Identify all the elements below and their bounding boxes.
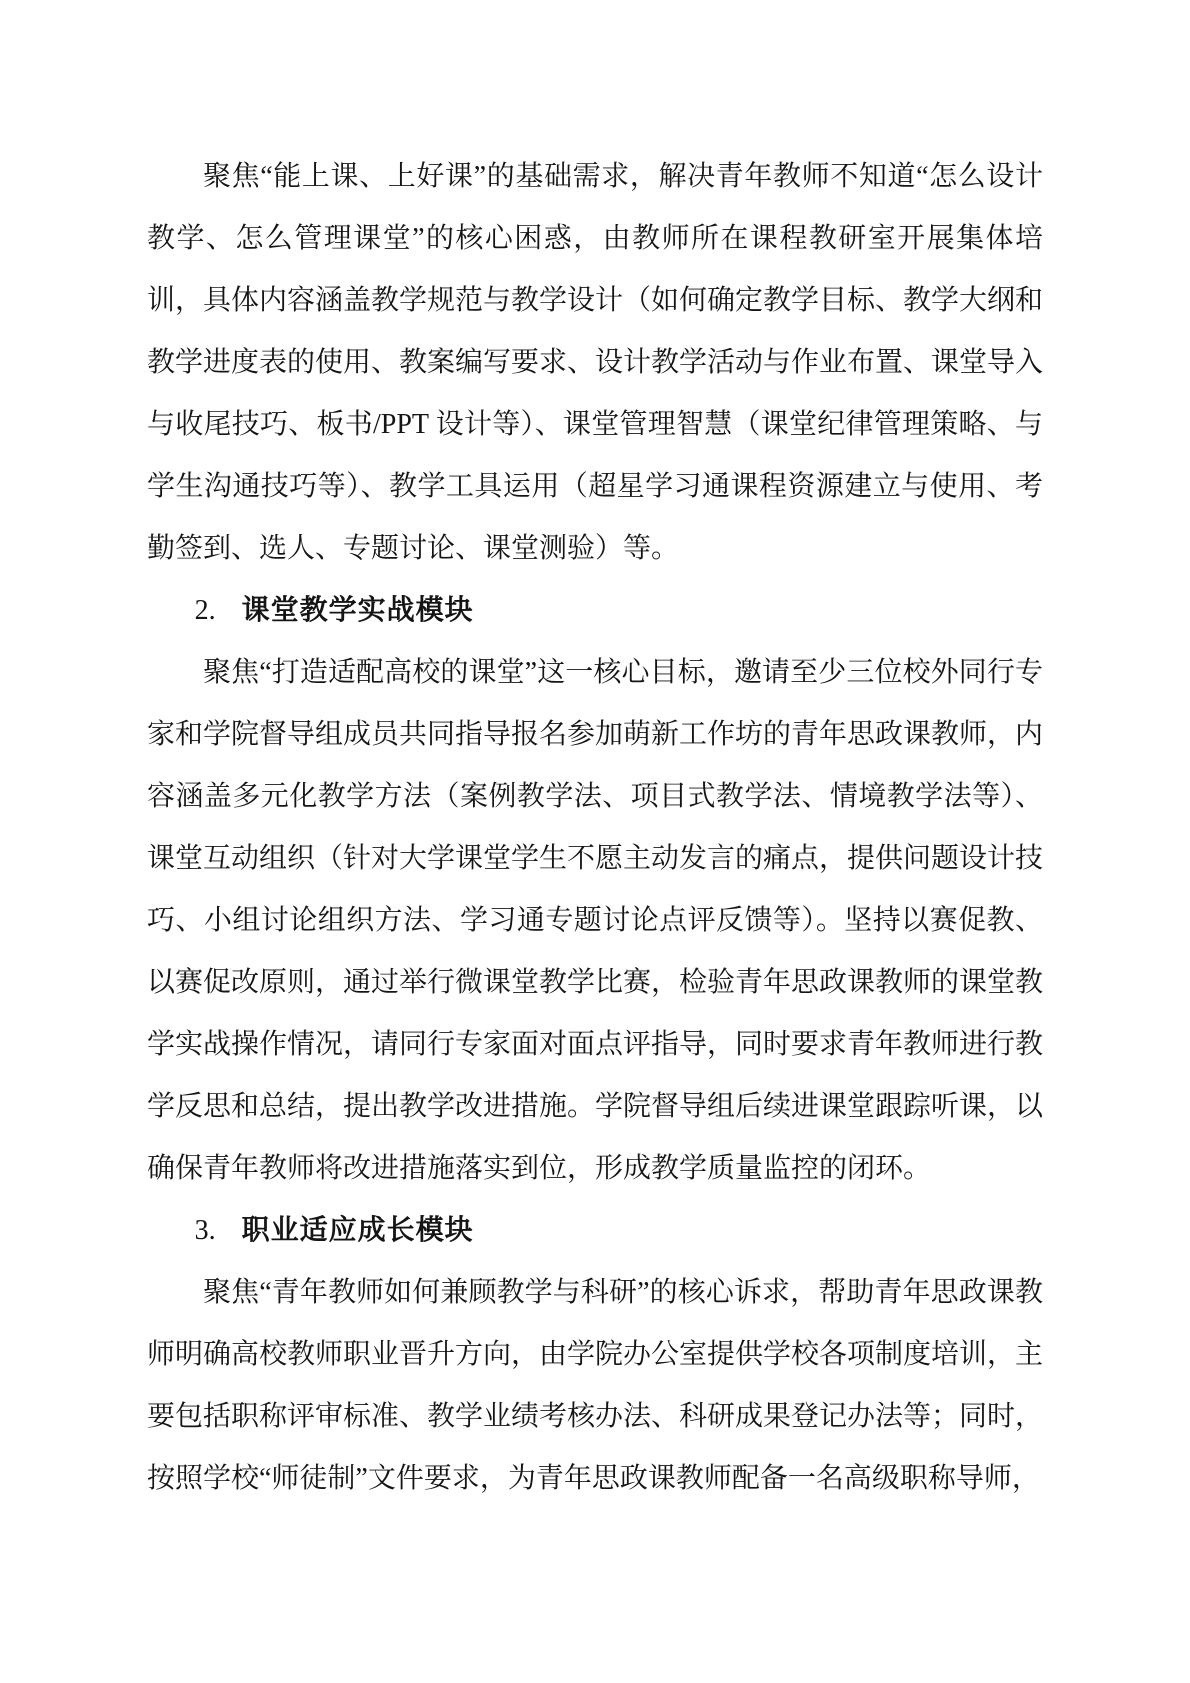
body-paragraph: 聚焦“青年教师如何兼顾教学与科研”的核心诉求，帮助青年思政课教师明确高校教师职业晋升方向，由学院办公室提供学校各项制度培训，主要包括职称评审标准、教学业绩考核办法、科研成果登记办法等；同时，按照学校“师徒制”文件要求，为青年思政课教师配备一名高级职称导师， — [147, 1277, 1044, 1494]
section-heading — [147, 1200, 1043, 1262]
heading-title: 课堂教学实战模块 — [241, 595, 474, 626]
body-paragraph: 聚焦“打造适配高校的课堂”这一核心目标，邀请至少三位校外同行专家和学院督导组成员共同指导报名参加萌新工作坊的青年思政课教师，内容涵盖多元化教学方法（案例教学法、项目式教学法、情境教学法等）、课堂互动组织（针对大学课堂学生不愿主动发言的痛点，提供问题设计技巧、小组讨论组织方法、学习通专题讨论点评反馈等）。坚持以赛促教、以赛促改原则，通过举行微课堂教学比赛，检验青年思政课教师的课堂教学实战操作情况，请同行专家面对面点评指导，同时要求青年教师进行教学反思和总结，提出教学改进措施。学院督导组后续进课堂跟踪听课，以确保青年教师将改进措施落实到位，形成教学质量监控的闭环。 — [147, 657, 1044, 1184]
heading-number: 2. — [194, 595, 216, 626]
body-paragraph: 聚焦“能上课、上好课”的基础需求，解决青年教师不知道“怎么设计教学、怎么管理课堂”的核心困惑，由教师所在课程教研室开展集体培训，具体内容涵盖教学规范与教学设计（如何确定教学目标、教学大纲和教学进度表的使用、教案编写要求、设计教学活动与作业布置、课堂导入与收尾技巧、板书/PPT 设计等）、课堂管理智慧（课堂纪律管理策略、与学生沟通技巧等）、教学工具运用（超星学习通课程资源建立与使用、考勤签到、选人、专题讨论、课堂测验）等。 — [147, 161, 1044, 564]
section-heading — [147, 580, 1043, 642]
heading-number: 3. — [194, 1215, 216, 1246]
heading-title: 职业适应成长模块 — [241, 1215, 474, 1246]
